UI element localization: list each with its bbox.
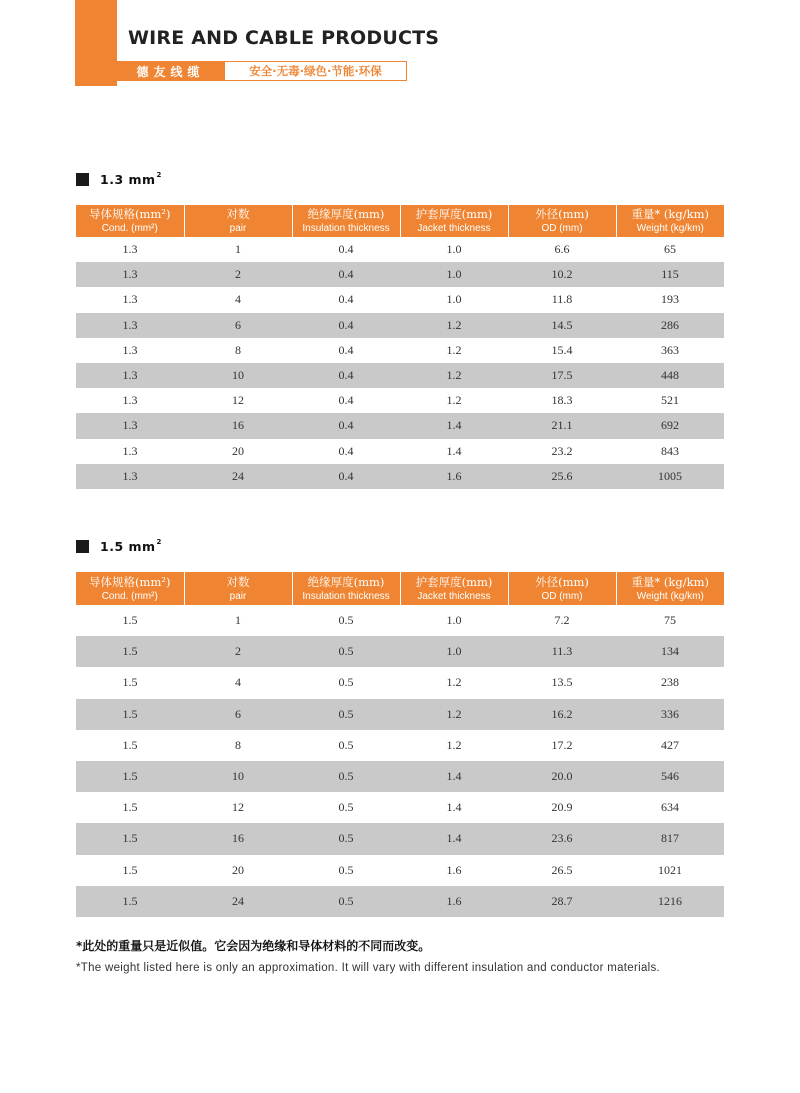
column-header [400, 572, 508, 605]
table-cell: 7.2 [554, 613, 570, 628]
column-header-en: pair [229, 223, 247, 234]
table-row [76, 886, 724, 917]
table-cell: 14.5 [508, 313, 616, 338]
table-cell: 10.2 [508, 262, 616, 287]
table-cell: 12 [232, 800, 244, 815]
table-cell: 546 [616, 761, 724, 792]
table-row [76, 237, 724, 262]
table-cell: 1.2 [400, 313, 508, 338]
table-cell: 1.5 [76, 636, 184, 667]
table-cell: 1.2 [400, 363, 508, 388]
table-row [76, 464, 724, 489]
table-cell: 0.5 [338, 613, 354, 628]
table-cell: 1.3 [122, 393, 138, 408]
table-cell: 16 [184, 413, 292, 438]
table-cell: 21.1 [508, 413, 616, 438]
table-cell: 8 [235, 737, 241, 752]
column-header-en: Insulation thickness [302, 590, 390, 602]
brand-strip [117, 61, 407, 81]
footnote-chinese: *此处的重量只是近似值。它会因为绝缘和导体材料的不同而改变。 [76, 939, 431, 953]
table-cell: 1.5 [122, 737, 138, 752]
table-cell: 448 [616, 363, 724, 388]
superscript: 2 [156, 538, 162, 546]
table-cell: 1 [235, 242, 241, 257]
table-cell: 1.3 [76, 413, 184, 438]
column-header-cn: 外径(mm) [535, 207, 589, 221]
footnote-english: *The weight listed here is only an approximation. It will vary with different insulation and conductor materials. [76, 962, 661, 974]
table-cell: 0.5 [338, 862, 354, 877]
column-header [184, 572, 292, 605]
table-cell: 18.3 [551, 393, 573, 408]
table-cell: 12 [232, 393, 244, 408]
table-cell: 17.5 [508, 363, 616, 388]
table-cell: 20 [232, 443, 244, 458]
column-header-en: OD (mm) [541, 590, 583, 602]
table-cell: 843 [661, 443, 679, 458]
table-cell: 1.5 [76, 886, 184, 917]
table-cell: 634 [661, 800, 679, 815]
column-header-cn: 导体规格(mm²) [89, 574, 171, 589]
column-header-en: Insulation thickness [302, 223, 390, 234]
table-cell: 17.2 [551, 737, 573, 752]
table-cell: 1.4 [446, 443, 462, 458]
table-cell: 0.4 [292, 464, 400, 489]
table-cell: 1.6 [400, 464, 508, 489]
section-heading-1-3 [76, 171, 162, 187]
column-header [616, 572, 724, 605]
square-bullet-icon [76, 540, 89, 553]
column-header-en: pair [229, 590, 247, 602]
table-row [76, 605, 724, 636]
table-cell: 1.3 [122, 292, 138, 307]
table-cell: 4 [235, 675, 241, 690]
page-title: WIRE AND CABLE PRODUCTS [128, 27, 440, 49]
table-cell: 0.4 [292, 313, 400, 338]
column-header [292, 205, 400, 237]
table-cell: 1.0 [446, 292, 462, 307]
table-cell: 1021 [658, 862, 682, 877]
table-cell: 26.5 [551, 862, 573, 877]
table-cell: 24 [184, 886, 292, 917]
table-cell: 0.5 [338, 800, 354, 815]
table-cell: 11.8 [551, 292, 573, 307]
table-cell: 1.5 [76, 699, 184, 730]
table-cell: 8 [235, 342, 241, 357]
table-cell: 1.2 [400, 699, 508, 730]
table-cell: 75 [664, 613, 676, 628]
table-cell: 1.6 [400, 886, 508, 917]
table-cell: 0.5 [292, 761, 400, 792]
table-cell: 1.5 [122, 862, 138, 877]
table-cell: 1.2 [446, 342, 462, 357]
superscript: 2 [156, 171, 162, 179]
section-heading-1-5 [76, 538, 162, 554]
table-cell: 1.2 [446, 737, 462, 752]
table-cell: 1.3 [76, 262, 184, 287]
table-cell: 20.9 [551, 800, 573, 815]
table-cell: 0.4 [338, 393, 354, 408]
table-cell: 1.2 [446, 675, 462, 690]
table-cell: 1.3 [76, 313, 184, 338]
table-cell: 0.5 [338, 737, 354, 752]
table-cell: 0.4 [338, 242, 354, 257]
column-header [400, 205, 508, 237]
table-cell: 6.6 [554, 242, 570, 257]
table-row [76, 761, 724, 792]
table-cell: 16.2 [508, 699, 616, 730]
table-cell: 1005 [616, 464, 724, 489]
table-cell: 0.4 [338, 342, 354, 357]
table-cell: 20 [232, 862, 244, 877]
table-row [76, 338, 724, 363]
column-header-cn: 外径(mm) [535, 574, 589, 589]
table-cell: 1.3 [122, 443, 138, 458]
column-header-cn: 绝缘厚度(mm) [307, 574, 385, 589]
table-cell: 0.5 [338, 675, 354, 690]
table-row [76, 730, 724, 761]
header-accent-bar [75, 0, 117, 86]
table-cell: 0.5 [292, 886, 400, 917]
table-cell: 1.5 [122, 613, 138, 628]
table-cell: 0.5 [292, 699, 400, 730]
table-row [76, 439, 724, 464]
table-cell: 11.3 [508, 636, 616, 667]
table-cell: 1.5 [76, 823, 184, 854]
table-cell: 134 [616, 636, 724, 667]
column-header-cn: 对数 [226, 574, 250, 589]
table-cell: 1.6 [446, 862, 462, 877]
table-header-row [76, 205, 724, 237]
table-cell: 1.3 [76, 363, 184, 388]
table-cell: 1.5 [76, 761, 184, 792]
square-bullet-icon [76, 173, 89, 186]
table-cell: 28.7 [508, 886, 616, 917]
table-cell: 427 [661, 737, 679, 752]
table-cell: 286 [616, 313, 724, 338]
column-header [616, 205, 724, 237]
table-header-row [76, 572, 724, 605]
table-cell: 692 [616, 413, 724, 438]
table-cell: 1.3 [122, 342, 138, 357]
column-header-en: Cond. (mm²) [101, 223, 158, 234]
table-row [76, 413, 724, 438]
table-cell: 2 [184, 636, 292, 667]
table-cell: 20.0 [508, 761, 616, 792]
table-row [76, 667, 724, 698]
column-header-en: Weight (kg/km) [636, 590, 704, 602]
column-header [508, 572, 616, 605]
table-cell: 521 [661, 393, 679, 408]
table-cell: 6 [184, 313, 292, 338]
table-cell: 1.0 [400, 636, 508, 667]
table-row [76, 262, 724, 287]
table-row [76, 855, 724, 886]
table-cell: 13.5 [551, 675, 573, 690]
table-cell: 115 [616, 262, 724, 287]
table-cell: 23.2 [551, 443, 573, 458]
table-cell: 0.4 [292, 363, 400, 388]
table-cell: 1.5 [122, 800, 138, 815]
table-row [76, 699, 724, 730]
table-cell: 6 [184, 699, 292, 730]
column-header-en: Jacket thickness [417, 590, 491, 602]
table-cell: 1.4 [446, 800, 462, 815]
table-cell: 15.4 [551, 342, 573, 357]
table-cell: 1216 [616, 886, 724, 917]
column-header-cn: 绝缘厚度(mm) [307, 207, 385, 221]
table-cell: 1.4 [400, 761, 508, 792]
column-header [76, 572, 184, 605]
table-row [76, 313, 724, 338]
table-cell: 1.4 [400, 413, 508, 438]
table-cell: 24 [184, 464, 292, 489]
spec-table-1-5 [76, 572, 724, 917]
table-row [76, 287, 724, 312]
column-header-cn: 导体规格(mm²) [89, 207, 171, 221]
column-header-en: OD (mm) [541, 223, 583, 234]
table-cell: 16 [184, 823, 292, 854]
column-header-cn: 重量* (kg/km) [631, 207, 709, 221]
table-cell: 817 [616, 823, 724, 854]
table-cell: 25.6 [508, 464, 616, 489]
table-cell: 2 [184, 262, 292, 287]
column-header [508, 205, 616, 237]
table-cell: 1.5 [122, 675, 138, 690]
table-row [76, 823, 724, 854]
column-header-en: Weight (kg/km) [636, 223, 704, 234]
table-row [76, 636, 724, 667]
table-cell: 0.4 [338, 443, 354, 458]
brand-slogan: 安全·无毒·绿色·节能·环保 [224, 61, 407, 81]
table-cell: 1.2 [446, 393, 462, 408]
table-cell: 336 [616, 699, 724, 730]
table-cell: 1.0 [446, 613, 462, 628]
table-cell: 65 [664, 242, 676, 257]
column-header-en: Cond. (mm²) [101, 590, 158, 602]
table-cell: 0.4 [292, 413, 400, 438]
column-header-en: Jacket thickness [417, 223, 491, 234]
table-row [76, 792, 724, 823]
table-cell: 1 [235, 613, 241, 628]
table-cell: 1.0 [400, 262, 508, 287]
column-header-cn: 护套厚度(mm) [415, 574, 493, 589]
table-cell: 10 [184, 761, 292, 792]
table-cell: 193 [661, 292, 679, 307]
column-header [292, 572, 400, 605]
column-header-cn: 对数 [226, 207, 250, 221]
table-cell: 0.4 [292, 262, 400, 287]
table-cell: 1.3 [76, 464, 184, 489]
table-cell: 1.4 [400, 823, 508, 854]
table-cell: 238 [661, 675, 679, 690]
table-cell: 0.5 [292, 636, 400, 667]
table-cell: 4 [235, 292, 241, 307]
table-row [76, 388, 724, 413]
column-header-cn: 重量* (kg/km) [631, 574, 709, 589]
section-heading-text: 1.3 mm [100, 172, 156, 187]
column-header [184, 205, 292, 237]
table-cell: 363 [661, 342, 679, 357]
table-cell: 0.5 [292, 823, 400, 854]
table-cell: 0.4 [338, 292, 354, 307]
table-cell: 23.6 [508, 823, 616, 854]
table-cell: 1.0 [446, 242, 462, 257]
column-header [76, 205, 184, 237]
section-heading-text: 1.5 mm [100, 539, 156, 554]
brand-name: 德友线缆 [117, 61, 224, 81]
table-row [76, 363, 724, 388]
table-cell: 1.3 [122, 242, 138, 257]
table-cell: 10 [184, 363, 292, 388]
column-header-cn: 护套厚度(mm) [415, 207, 493, 221]
spec-table-1-3 [76, 205, 724, 489]
